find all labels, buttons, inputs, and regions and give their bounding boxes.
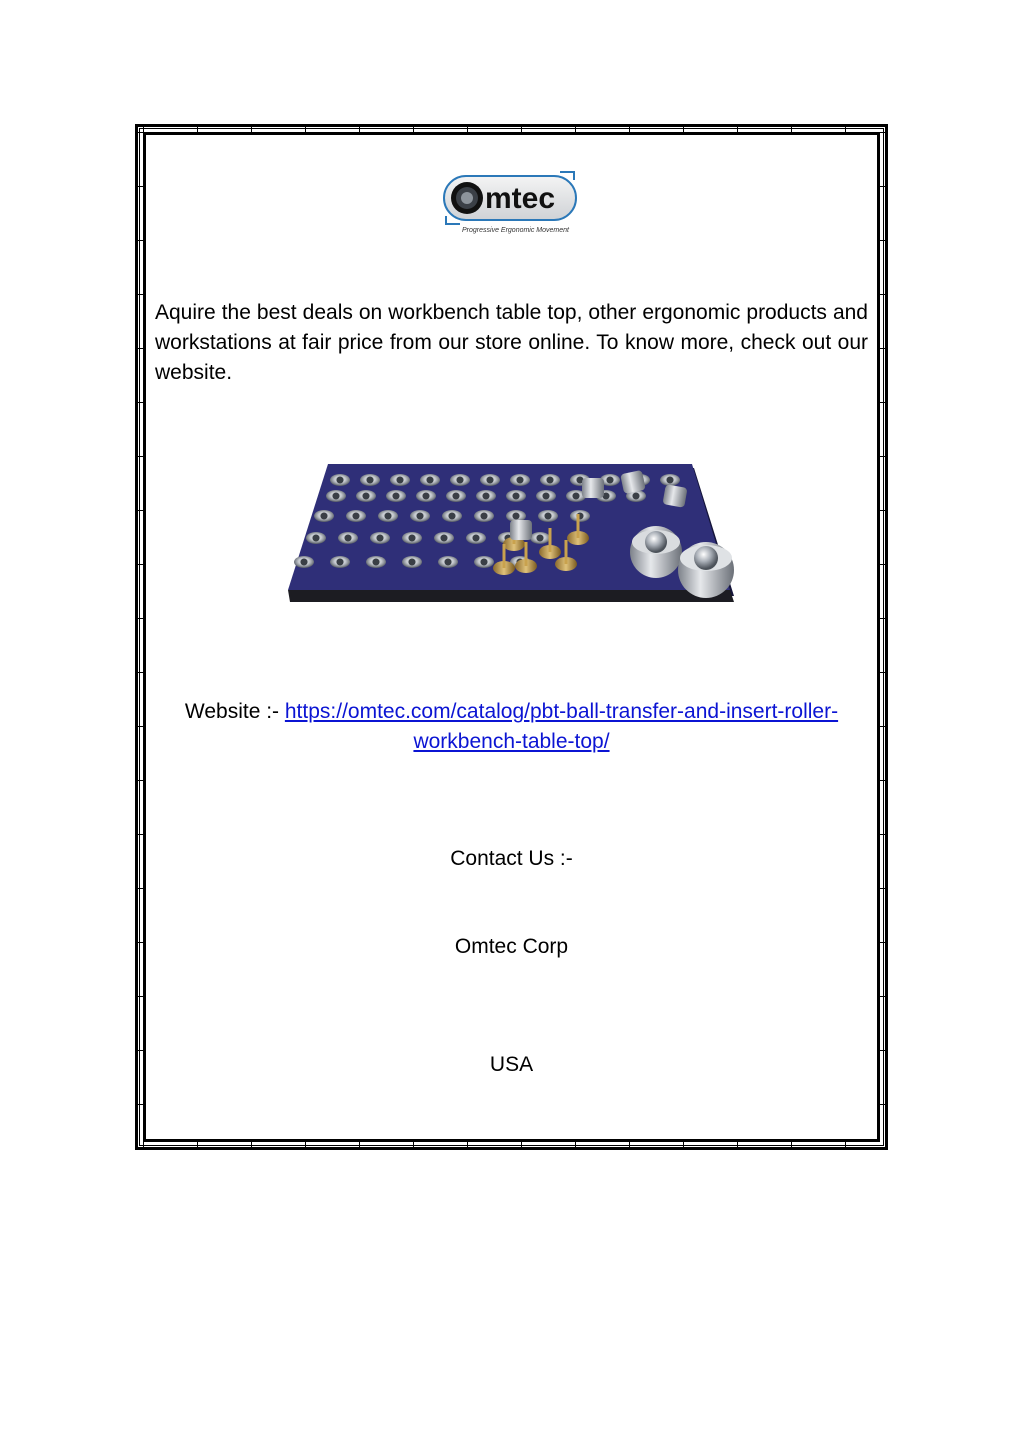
border-tick xyxy=(629,1142,630,1150)
website-label: Website :- xyxy=(184,700,285,723)
ball xyxy=(409,535,416,542)
ball xyxy=(345,535,352,542)
roller-pin xyxy=(565,540,568,564)
border-tick xyxy=(880,186,888,187)
border-tick xyxy=(791,1142,792,1150)
border-tick xyxy=(135,996,143,997)
border-tick xyxy=(135,726,143,727)
company-name: Omtec Corp xyxy=(454,935,569,958)
ball xyxy=(667,477,674,484)
ball xyxy=(547,477,554,484)
border-tick xyxy=(575,124,576,132)
roller-pin xyxy=(503,544,506,568)
border-tick xyxy=(305,124,306,132)
border-tick xyxy=(135,456,143,457)
ball xyxy=(377,535,384,542)
border-tick xyxy=(197,124,198,132)
border-tick xyxy=(880,834,888,835)
ball xyxy=(449,513,456,520)
ball xyxy=(633,493,640,500)
ball xyxy=(385,513,392,520)
ball xyxy=(409,559,416,566)
border-tick xyxy=(135,672,143,673)
border-tick xyxy=(880,564,888,565)
border-tick xyxy=(135,240,143,241)
ball xyxy=(481,559,488,566)
svg-text:mtec: mtec xyxy=(485,182,556,215)
omtec-logo xyxy=(440,168,582,236)
border-tick xyxy=(880,618,888,619)
border-tick xyxy=(135,942,143,943)
border-tick xyxy=(880,348,888,349)
border-tick xyxy=(135,186,143,187)
country: USA xyxy=(489,1053,534,1076)
logo-tagline: Progressive Ergonomic Movement xyxy=(462,227,569,234)
border-tick xyxy=(629,124,630,132)
page-border-inner xyxy=(143,132,880,1142)
border-tick xyxy=(135,780,143,781)
intro-paragraph: Aquire the best deals on workbench table top, other ergonomic products and workstations at fair price from our store online. To know more, check out our website. xyxy=(155,301,868,384)
roller-pin xyxy=(525,542,528,566)
ball xyxy=(397,477,404,484)
ball xyxy=(513,493,520,500)
border-tick xyxy=(880,294,888,295)
border-tick xyxy=(135,618,143,619)
border-tick xyxy=(791,124,792,132)
ball xyxy=(353,513,360,520)
border-tick xyxy=(845,1142,846,1150)
ball xyxy=(393,493,400,500)
border-tick xyxy=(880,1050,888,1051)
border-tick xyxy=(135,1050,143,1051)
border-tick xyxy=(737,124,738,132)
border-tick xyxy=(880,780,888,781)
ball xyxy=(483,493,490,500)
border-tick xyxy=(880,1104,888,1105)
border-tick xyxy=(251,1142,252,1150)
border-tick xyxy=(197,1142,198,1150)
border-tick xyxy=(880,402,888,403)
border-tick xyxy=(305,1142,306,1150)
ball xyxy=(457,477,464,484)
ball xyxy=(363,493,370,500)
ball xyxy=(543,493,550,500)
ball xyxy=(367,477,374,484)
border-tick xyxy=(880,240,888,241)
border-tick xyxy=(135,510,143,511)
ball xyxy=(537,535,544,542)
border-tick xyxy=(143,1142,144,1150)
border-tick xyxy=(575,1142,576,1150)
border-tick xyxy=(135,1104,143,1105)
workbench-table-top-image xyxy=(282,458,742,618)
ball xyxy=(417,513,424,520)
ball xyxy=(481,513,488,520)
ball xyxy=(373,559,380,566)
ball xyxy=(445,559,452,566)
ball xyxy=(423,493,430,500)
ball xyxy=(441,535,448,542)
ball xyxy=(337,477,344,484)
border-tick xyxy=(135,294,143,295)
border-tick xyxy=(845,124,846,132)
ball xyxy=(453,493,460,500)
border-tick xyxy=(880,888,888,889)
border-tick xyxy=(521,124,522,132)
ball xyxy=(607,477,614,484)
ball xyxy=(517,477,524,484)
border-tick xyxy=(683,124,684,132)
border-tick xyxy=(880,132,888,133)
border-tick xyxy=(135,834,143,835)
border-tick xyxy=(413,1142,414,1150)
ball xyxy=(545,513,552,520)
ball xyxy=(313,535,320,542)
border-tick xyxy=(737,1142,738,1150)
border-tick xyxy=(135,402,143,403)
border-tick xyxy=(413,124,414,132)
border-tick xyxy=(135,348,143,349)
border-tick xyxy=(880,510,888,511)
border-tick xyxy=(135,564,143,565)
border-tick xyxy=(467,124,468,132)
ball xyxy=(513,513,520,520)
roller-pin xyxy=(549,528,552,552)
border-tick xyxy=(683,1142,684,1150)
border-tick xyxy=(359,1142,360,1150)
border-tick xyxy=(135,132,143,133)
ball xyxy=(321,513,328,520)
website-line xyxy=(155,697,868,757)
roller-pin xyxy=(577,514,580,538)
ball xyxy=(573,493,580,500)
border-tick xyxy=(135,888,143,889)
ball xyxy=(333,493,340,500)
website-link[interactable]: https://omtec.com/catalog/pbt-ball-transfer-and-insert-roller-workbench-table-top/ xyxy=(284,700,839,753)
border-tick xyxy=(521,1142,522,1150)
border-tick xyxy=(880,996,888,997)
border-tick xyxy=(880,942,888,943)
border-tick xyxy=(143,124,144,132)
contact-heading: Contact Us :- xyxy=(450,847,573,870)
ball xyxy=(487,477,494,484)
border-tick xyxy=(880,672,888,673)
border-tick xyxy=(880,456,888,457)
ball xyxy=(301,559,308,566)
border-tick xyxy=(251,124,252,132)
ball xyxy=(427,477,434,484)
border-tick xyxy=(359,124,360,132)
ball xyxy=(473,535,480,542)
border-tick xyxy=(467,1142,468,1150)
border-tick xyxy=(880,726,888,727)
ball xyxy=(337,559,344,566)
